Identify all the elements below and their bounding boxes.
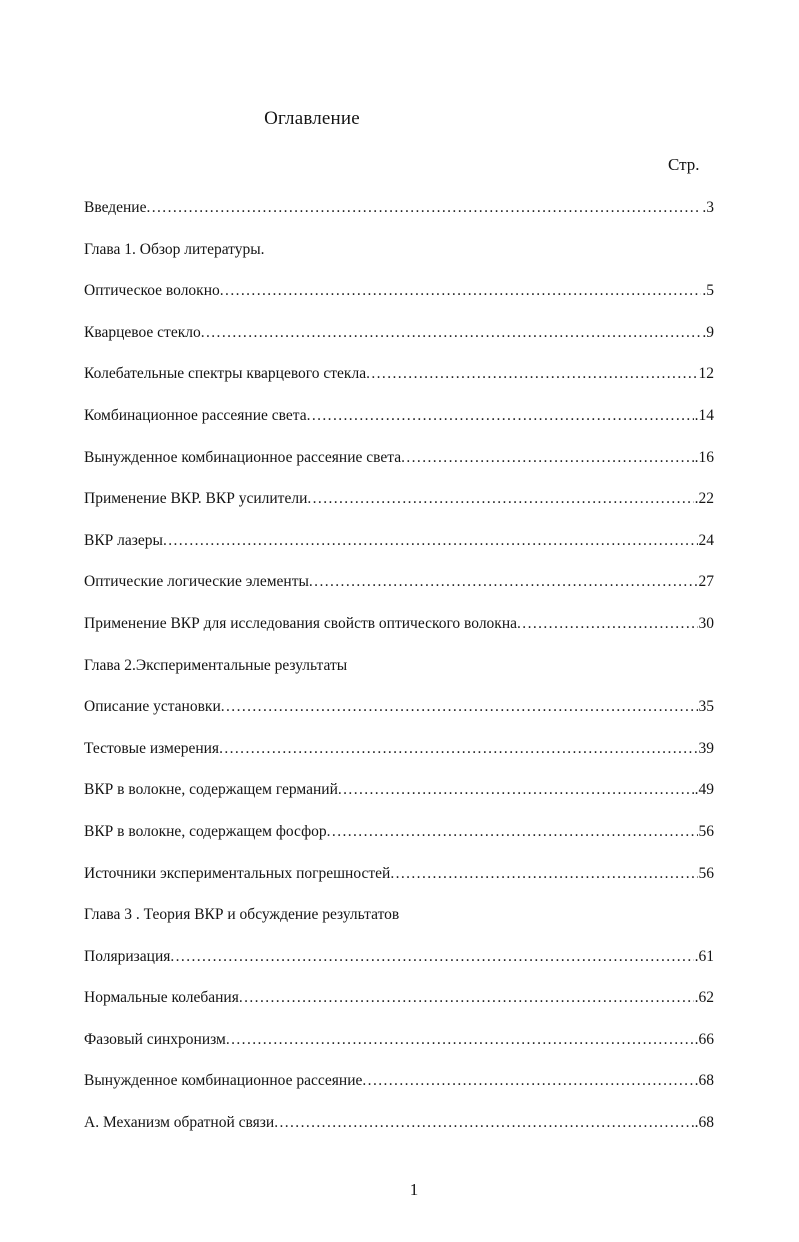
toc-entry: Колебательные спектры кварцевого стекла ..... 12 — [84, 364, 714, 406]
toc-entry: А. Механизм обратной связи ..... .68 — [84, 1113, 714, 1155]
dot-leader — [401, 448, 694, 468]
toc-entry: Оптическое волокно ..... .5 — [84, 281, 714, 323]
dot-leader — [226, 1030, 694, 1050]
dot-leader — [221, 697, 698, 717]
toc-entry: ВКР в волокне, содержащем фосфор ..... 56 — [84, 822, 714, 864]
toc-entry: ВКР в волокне, содержащем германий ..... .49 — [84, 780, 714, 822]
dot-leader — [146, 198, 701, 218]
dot-leader — [219, 739, 697, 759]
toc-entry-introduction: Введение ..... .3 — [84, 198, 714, 240]
dot-leader — [517, 614, 697, 634]
dot-leader — [170, 947, 693, 967]
dot-leader — [362, 1071, 693, 1091]
dot-leader — [366, 364, 697, 384]
toc-chapter-heading-3: Глава 3 . Теория ВКР и обсуждение результатов — [84, 906, 400, 924]
toc-entry: Вынужденное комбинационное рассеяние ..... .68 — [84, 1071, 714, 1113]
toc-chapter-heading-2: Глава 2.Экспериментальные результаты — [84, 656, 348, 674]
toc-entry: Описание установки ..... 35 — [84, 697, 714, 739]
dot-leader — [239, 988, 694, 1008]
page-title: Оглавление — [264, 108, 360, 129]
dot-leader — [163, 531, 698, 551]
dot-leader — [327, 822, 698, 842]
toc-entry: Комбинационное рассеяние света ..... .14 — [84, 406, 714, 448]
dot-leader — [274, 1113, 693, 1133]
toc-entry: Тестовые измерения ..... 39 — [84, 739, 714, 781]
dot-leader — [309, 572, 698, 592]
dot-leader — [307, 489, 693, 509]
toc-entry: Вынужденное комбинационное рассеяние света ..... .16 — [84, 448, 714, 490]
toc-chapter-heading-1: Глава 1. Обзор литературы. — [84, 240, 265, 258]
dot-leader — [220, 281, 702, 301]
toc-entry: ВКР лазеры ..... 24 — [84, 531, 714, 573]
dot-leader — [307, 406, 694, 426]
toc-entry: Источники экспериментальных погрешностей ..... 56 — [84, 864, 714, 906]
dot-leader — [201, 323, 702, 343]
table-of-contents — [84, 198, 714, 1155]
toc-entry: Кварцевое стекло ..... .9 — [84, 323, 714, 365]
toc-entry: Нормальные колебания ..... .62 — [84, 988, 714, 1030]
dot-leader — [338, 780, 694, 800]
toc-entry: Оптические логические элементы ..... 27 — [84, 572, 714, 614]
toc-entry: Поляризация ..... .61 — [84, 947, 714, 989]
toc-entry: Применение ВКР. ВКР усилители ..... .22 — [84, 489, 714, 531]
toc-entry: Применение ВКР для исследования свойств оптического волокна ..... 30 — [84, 614, 714, 656]
dot-leader — [390, 864, 697, 884]
toc-entry: Фазовый синхронизм ..... .66 — [84, 1030, 714, 1072]
page-number: 1 — [409, 1180, 419, 1199]
page-column-label: Стр. — [668, 155, 700, 174]
